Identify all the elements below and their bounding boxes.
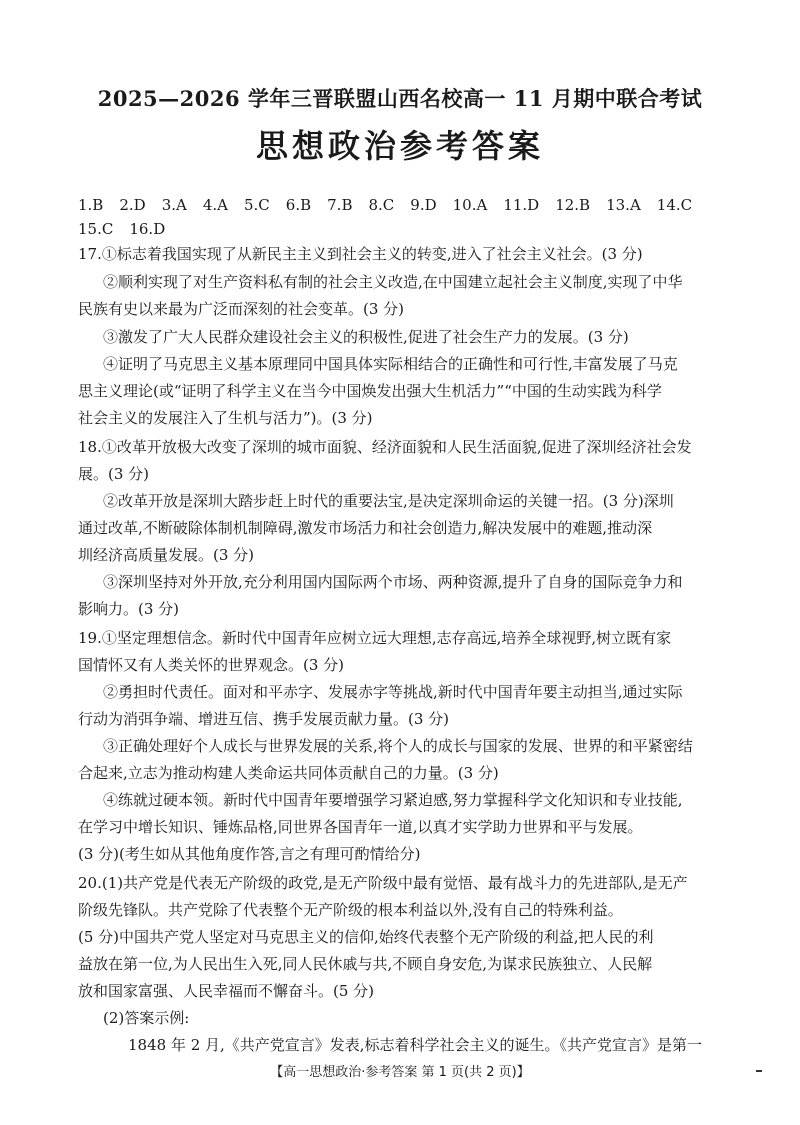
q18-item-2-cont: 通过改革,不断破除体制机制障碍,激发市场活力和社会创造力,解决发展中的难题,推动深 xyxy=(78,519,653,537)
q18-item-2-cont: 圳经济高质量发展。(3 分) xyxy=(78,546,255,564)
q17-item-3: ③激发了广大人民群众建设社会主义的积极性,促进了社会生产力的发展。(3 分) xyxy=(103,328,629,346)
q19-item-3: ③正确处理好个人成长与世界发展的关系,将个人的成长与国家的发展、世界的和平紧密结 xyxy=(103,737,693,755)
q18-item-3: ③深圳坚持对外开放,充分利用国内国际两个市场、两种资源,提升了自身的国际竞争力和 xyxy=(103,573,683,591)
mcq-answer: 10.A xyxy=(452,196,488,214)
q19-item-2: ②勇担时代责任。面对和平赤字、发展赤字等挑战,新时代中国青年要主动担当,通过实际 xyxy=(103,683,683,701)
mcq-answer: 12.B xyxy=(555,196,591,214)
q19-item-4: ④练就过硬本领。新时代中国青年要增强学习紧迫感,努力掌握科学文化知识和专业技能, xyxy=(103,791,683,809)
mcq-answer: 9.D xyxy=(410,196,437,214)
q20-part-1-cont: 放和国家富强、人民幸福而不懈奋斗。(5 分) xyxy=(78,982,375,1000)
q18-item-1: 18.①改革开放极大改变了深圳的城市面貌、经济面貌和人民生活面貌,促进了深圳经济社会发 xyxy=(78,438,692,456)
q19-item-3-cont: 合起来,立志为推动构建人类命运共同体贡献自己的力量。(3 分) xyxy=(78,764,499,782)
exam-title: 2025—2026 学年三晋联盟山西名校高一 11 月期中联合考试 xyxy=(97,86,703,111)
mcq-answer: 14.C xyxy=(656,196,693,214)
q20-part-1-cont: 阶级先锋队。共产党除了代表整个无产阶级的根本利益以外,没有自己的特殊利益。 xyxy=(78,901,623,919)
q17-item-2-cont: 民族有史以来最为广泛而深刻的社会变革。(3 分) xyxy=(78,300,405,318)
q19-item-2-cont: 行动为消弭争端、增进互信、携手发展贡献力量。(3 分) xyxy=(78,710,450,728)
mcq-answer: 16.D xyxy=(129,220,166,238)
mcq-answer: 7.B xyxy=(327,196,353,214)
mcq-answer: 11.D xyxy=(503,196,540,214)
q20-part-1: 20.(1)共产党是代表无产阶级的政党,是无产阶级中最有觉悟、最有战斗力的先进部队,是无产 xyxy=(78,874,688,892)
mcq-answer: 8.C xyxy=(368,196,395,214)
q20-part-1-cont: 益放在第一位,为人民出生入死,同人民休戚与共,不顾自身安危,为谋求民族独立、人民解 xyxy=(78,955,653,973)
mcq-answer: 3.A xyxy=(161,196,187,214)
q19-item-1-cont: 国情怀又有人类关怀的世界观念。(3 分) xyxy=(78,656,345,674)
mcq-answers-row-1 xyxy=(78,195,708,215)
q17-item-1: 17.①标志着我国实现了从新民主主义到社会主义的转变,进入了社会主义社会。(3 分) xyxy=(78,245,643,263)
q17-item-4-cont: 社会主义的发展注入了生机与活力”)。(3 分) xyxy=(78,409,373,427)
q20-part-1-cont: (5 分)中国共产党人坚定对马克思主义的信仰,始终代表整个无产阶级的利益,把人民的利 xyxy=(78,928,654,946)
corner-mark xyxy=(756,1070,762,1072)
mcq-answer: 4.A xyxy=(202,196,228,214)
mcq-answer: 13.A xyxy=(606,196,641,214)
q20-part-2: (2)答案示例: xyxy=(103,1009,190,1027)
mcq-answer: 2.D xyxy=(119,196,146,214)
q19-item-4-cont: (3 分)(考生如从其他角度作答,言之有理可酌情给分) xyxy=(78,845,421,863)
mcq-answer: 1.B xyxy=(78,196,104,214)
q18-item-3-cont: 影响力。(3 分) xyxy=(78,600,180,618)
answer-key-title: 思想政治参考答案 xyxy=(255,127,544,165)
page-footer: 【高一思想政治·参考答案 第 1 页(共 2 页)】 xyxy=(270,1065,530,1080)
q17-item-4-cont: 思主义理论(或“证明了科学主义在当今中国焕发出强大生机活力”“中国的生动实践为科学 xyxy=(78,382,662,400)
mcq-answer: 5.C xyxy=(244,196,270,214)
q17-item-4: ④证明了马克思主义基本原理同中国具体实际相结合的正确性和可行性,丰富发展了马克 xyxy=(103,355,678,373)
mcq-answers-row-2 xyxy=(78,219,181,239)
mcq-answer: 6.B xyxy=(285,196,312,214)
q18-item-1-cont: 展。(3 分) xyxy=(78,465,150,483)
mcq-answer: 15.C xyxy=(78,220,114,238)
q19-item-4-cont: 在学习中增长知识、锤炼品格,同世界各国青年一道,以真才实学助力世界和平与发展。 xyxy=(78,818,643,836)
q20-part-2-example: 1848 年 2 月,《共产党宣言》发表,标志着科学社会主义的诞生。《共产党宣言》是第一 xyxy=(128,1036,703,1054)
q19-item-1: 19.①坚定理想信念。新时代中国青年应树立远大理想,志存高远,培养全球视野,树立既有家 xyxy=(78,629,672,647)
q18-item-2: ②改革开放是深圳大踏步赶上时代的重要法宝,是决定深圳命运的关键一招。(3 分)深圳 xyxy=(103,492,674,510)
q17-item-2: ②顺利实现了对生产资料私有制的社会主义改造,在中国建立起社会主义制度,实现了中华 xyxy=(103,273,683,291)
